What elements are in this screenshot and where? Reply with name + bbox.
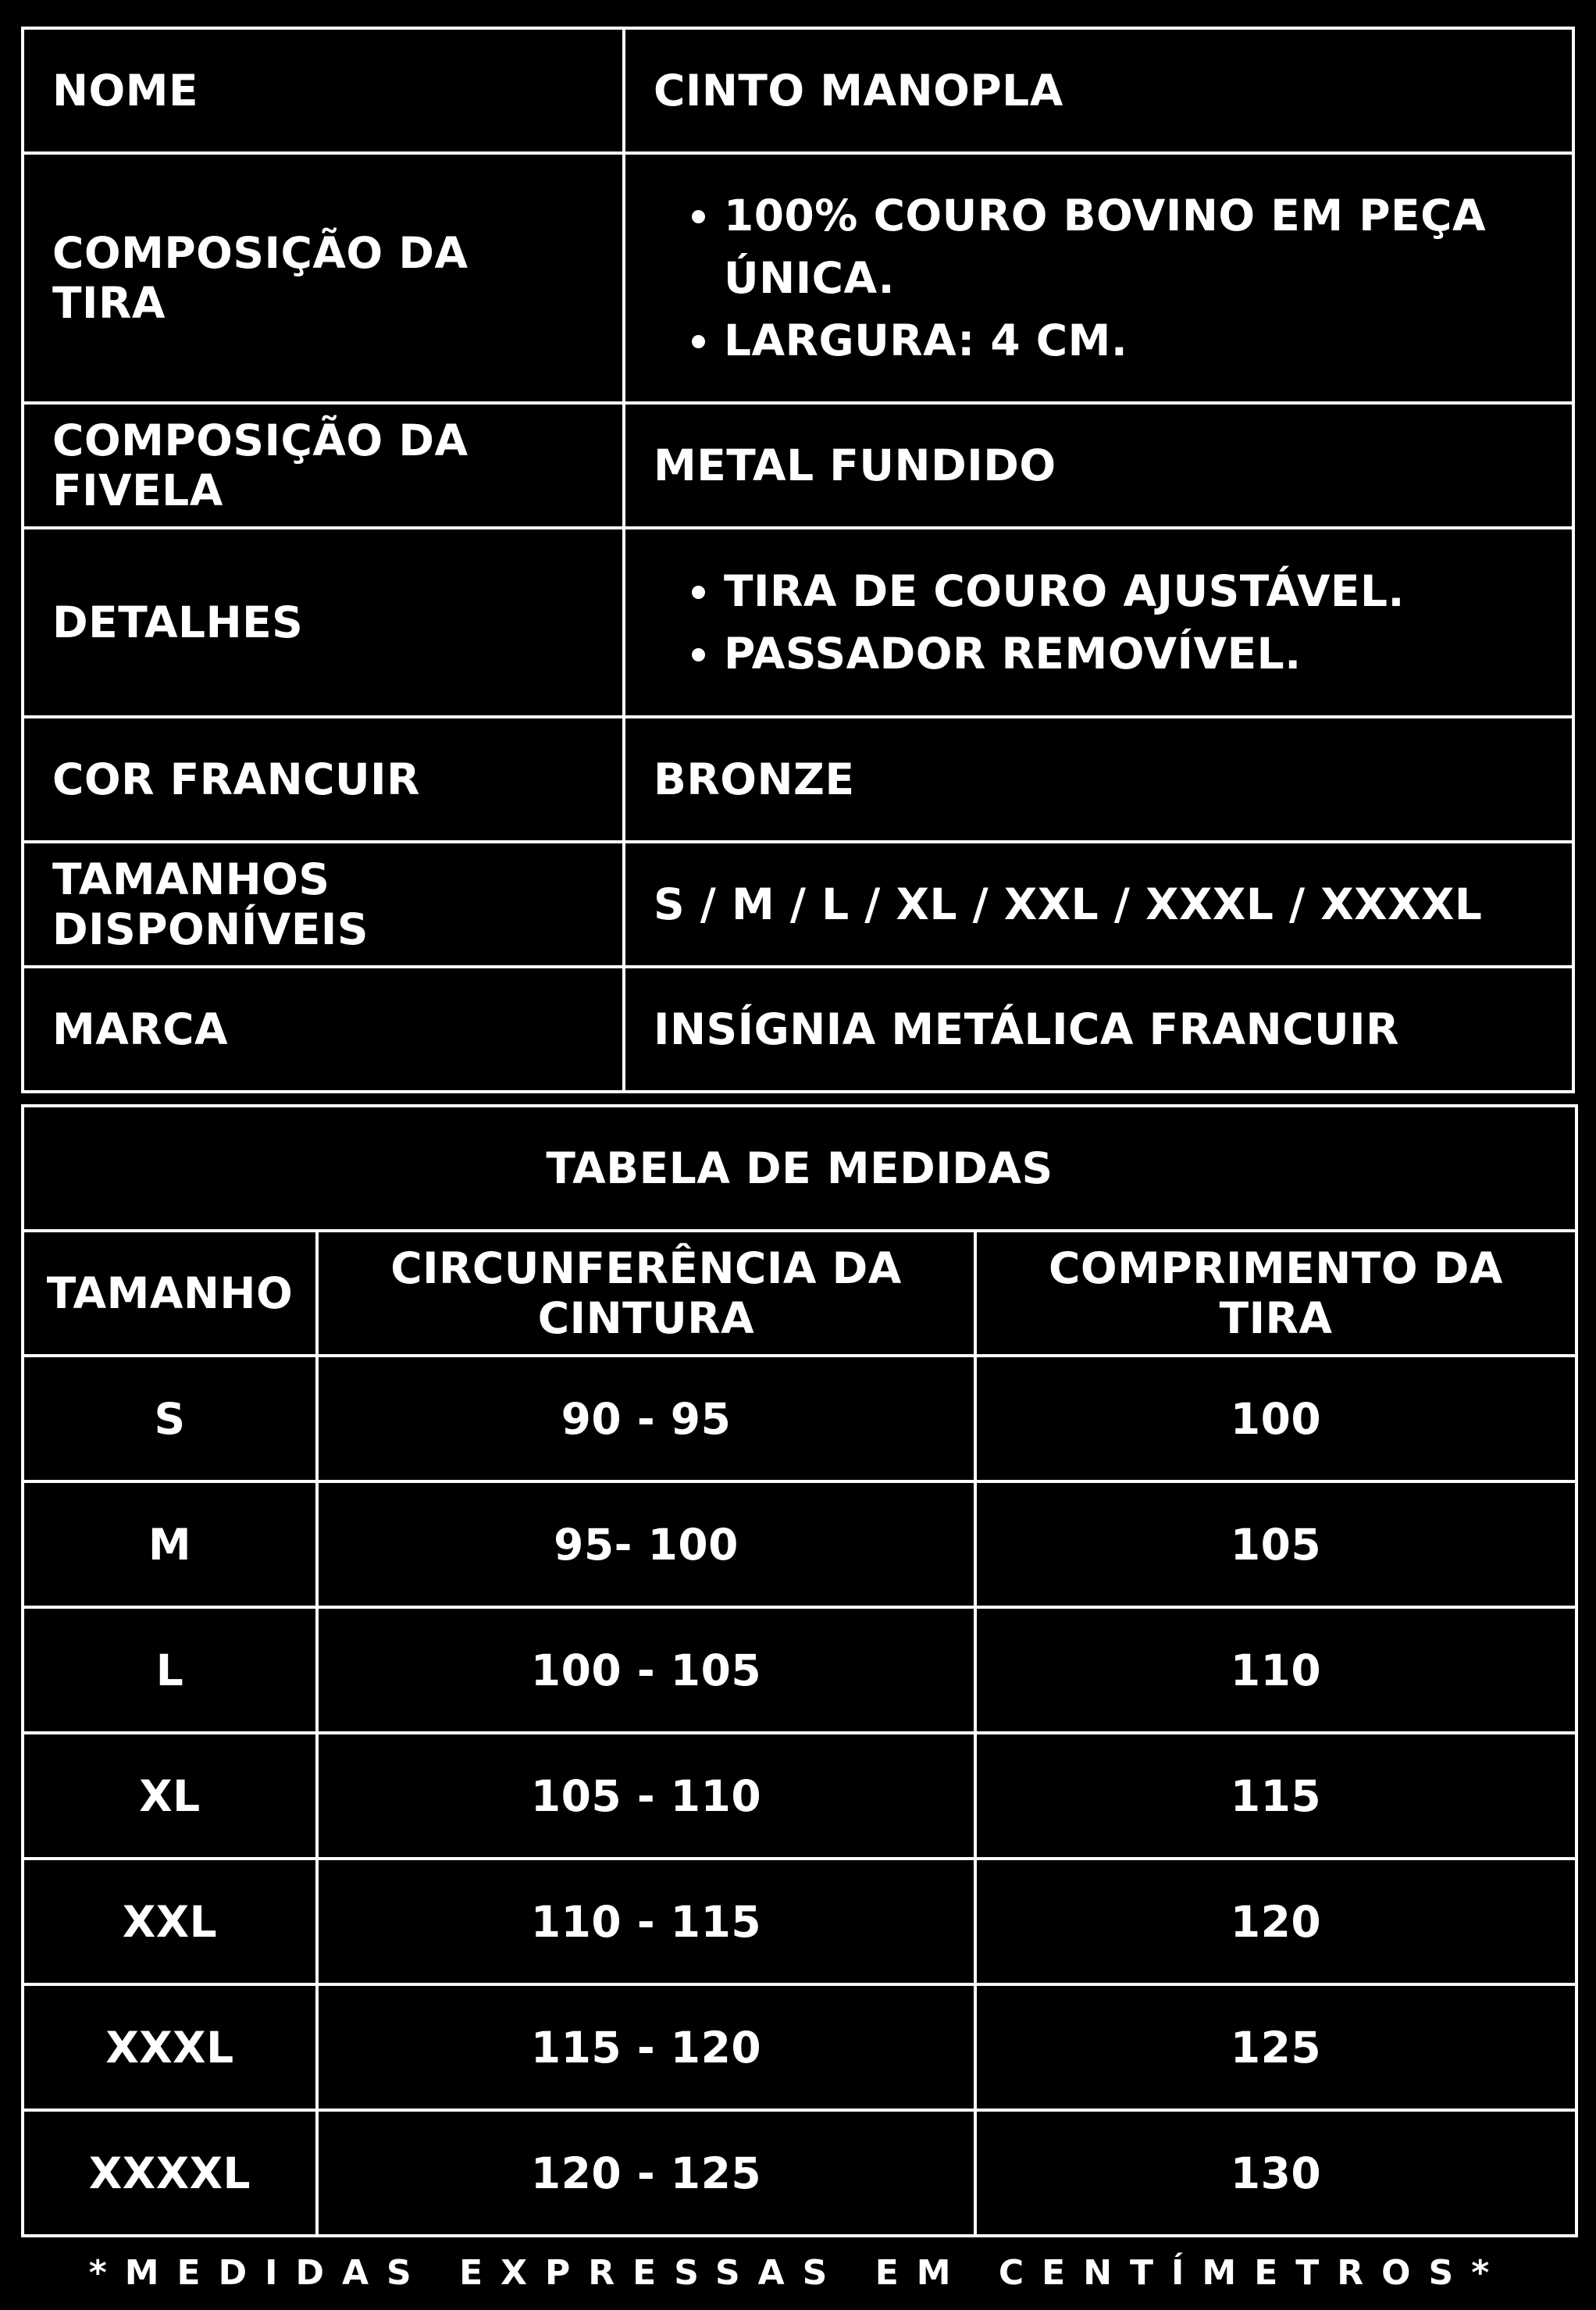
waist-cell: 95- 100 xyxy=(317,1481,975,1607)
spec-row-cor xyxy=(23,717,1573,842)
size-cell: L xyxy=(23,1607,317,1733)
table-row xyxy=(23,1356,1576,1481)
spec-label: NOME xyxy=(23,28,624,153)
length-cell: 105 xyxy=(975,1481,1576,1607)
column-header-comprimento: COMPRIMENTO DA TIRA xyxy=(975,1231,1576,1356)
bullet-list xyxy=(654,184,1544,372)
waist-cell: 90 - 95 xyxy=(317,1356,975,1481)
table-row xyxy=(23,1607,1576,1733)
table-row xyxy=(23,1481,1576,1607)
spec-label: MARCA xyxy=(23,967,624,1092)
length-cell: 110 xyxy=(975,1607,1576,1733)
bullet-item: • TIRA DE COURO AJUSTÁVEL. xyxy=(724,560,1544,622)
size-chart-title: TABELA DE MEDIDAS xyxy=(23,1106,1576,1231)
size-chart-header-row xyxy=(23,1231,1576,1356)
size-cell: XXXXL xyxy=(23,2110,317,2236)
product-spec-table xyxy=(21,27,1575,1093)
length-cell: 120 xyxy=(975,1859,1576,1984)
bullet-item: • 100% COURO BOVINO EM PEÇA ÚNICA. xyxy=(724,184,1544,309)
spec-row-nome xyxy=(23,28,1573,153)
waist-cell: 105 - 110 xyxy=(317,1733,975,1859)
spec-label: COMPOSIÇÃO DA FIVELA xyxy=(23,403,624,528)
column-header-tamanho: TAMANHO xyxy=(23,1231,317,1356)
length-cell: 115 xyxy=(975,1733,1576,1859)
waist-cell: 115 - 120 xyxy=(317,1984,975,2110)
spec-value: S / M / L / XL / XXL / XXXL / XXXXL xyxy=(624,842,1573,967)
spec-value: METAL FUNDIDO xyxy=(624,403,1573,528)
spec-label: DETALHES xyxy=(23,528,624,717)
measurement-footnote: *MEDIDAS EXPRESSAS EM CENTÍMETROS* xyxy=(88,2253,1508,2293)
table-row xyxy=(23,1733,1576,1859)
spec-value: CINTO MANOPLA xyxy=(624,28,1573,153)
length-cell: 100 xyxy=(975,1356,1576,1481)
spec-label: COR FRANCUIR xyxy=(23,717,624,842)
spec-value xyxy=(624,153,1573,403)
spec-row-detalhes xyxy=(23,528,1573,717)
bullet-item: • LARGURA: 4 CM. xyxy=(724,309,1544,372)
waist-cell: 100 - 105 xyxy=(317,1607,975,1733)
size-cell: M xyxy=(23,1481,317,1607)
size-cell: XXL xyxy=(23,1859,317,1984)
size-cell: S xyxy=(23,1356,317,1481)
spec-value: INSÍGNIA METÁLICA FRANCUIR xyxy=(624,967,1573,1092)
spec-label: TAMANHOS DISPONÍVEIS xyxy=(23,842,624,967)
waist-cell: 120 - 125 xyxy=(317,2110,975,2236)
spec-row-composicao-tira xyxy=(23,153,1573,403)
bullet-item: • PASSADOR REMOVÍVEL. xyxy=(724,622,1544,685)
bullet-list xyxy=(654,560,1544,685)
spec-row-tamanhos xyxy=(23,842,1573,967)
spec-row-composicao-fivela xyxy=(23,403,1573,528)
spec-row-marca xyxy=(23,967,1573,1092)
table-row xyxy=(23,2110,1576,2236)
length-cell: 130 xyxy=(975,2110,1576,2236)
waist-cell: 110 - 115 xyxy=(317,1859,975,1984)
length-cell: 125 xyxy=(975,1984,1576,2110)
size-chart-table xyxy=(21,1104,1578,2237)
spec-label: COMPOSIÇÃO DA TIRA xyxy=(23,153,624,403)
table-row xyxy=(23,1859,1576,1984)
column-header-circunferencia: CIRCUNFERÊNCIA DA CINTURA xyxy=(317,1231,975,1356)
spec-value: BRONZE xyxy=(624,717,1573,842)
size-cell: XXXL xyxy=(23,1984,317,2110)
size-cell: XL xyxy=(23,1733,317,1859)
size-chart-title-row xyxy=(23,1106,1576,1231)
table-row xyxy=(23,1984,1576,2110)
spec-value xyxy=(624,528,1573,717)
